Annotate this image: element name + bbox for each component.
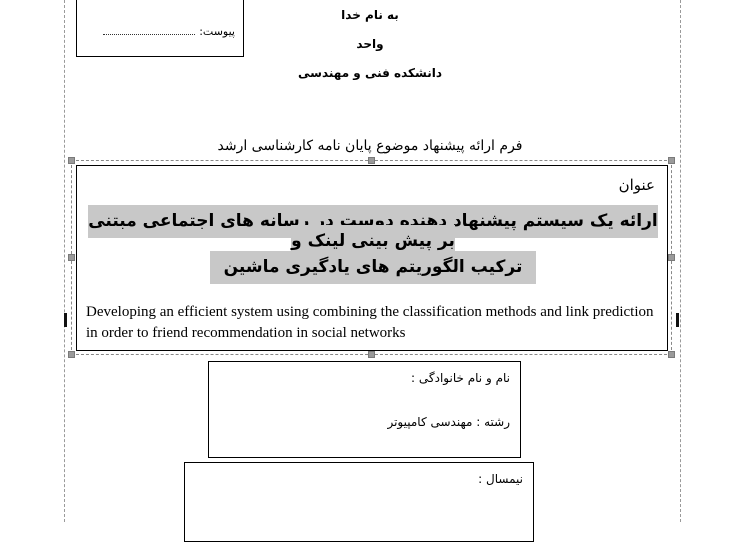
persian-title-line1-text: ارائه یک سیستم پیشنهاد دهنده دوست در رسانه های اجتماعی مبتنی بر پیش بینی لینک و (88, 205, 658, 258)
bismillah: به نام خدا (341, 8, 399, 22)
attachment-dots (103, 34, 195, 35)
resize-handle-bottom-right[interactable] (668, 351, 675, 358)
page-margin-left (64, 0, 65, 522)
title-label: عنوان (618, 176, 655, 194)
ruler-marker-right (676, 313, 679, 327)
resize-handle-bottom-left[interactable] (68, 351, 75, 358)
persian-title-line2 (85, 257, 661, 277)
unit-line: واحد (356, 37, 384, 51)
persian-title-line1 (85, 211, 661, 251)
term-info-box (184, 462, 534, 542)
resize-handle-top-left[interactable] (68, 157, 75, 164)
attachment-label: پیوست: (199, 25, 235, 38)
title-box (76, 165, 668, 351)
english-title: Developing an efficient system using combining the classification methods and link prediction in order to friend recommendation in social networks (86, 304, 654, 341)
resize-handle-top-right[interactable] (668, 157, 675, 164)
resize-handle-top-center[interactable] (368, 157, 375, 164)
reference-box (76, 0, 244, 57)
persian-title-line2-text: ترکیب الگوریتم های یادگیری ماشین (210, 251, 537, 284)
resize-handle-bottom-center[interactable] (368, 351, 375, 358)
resize-handle-middle-left[interactable] (68, 254, 75, 261)
attachment-row (103, 25, 235, 38)
page-margin-right (680, 0, 681, 522)
resize-handle-middle-right[interactable] (668, 254, 675, 261)
form-title: فرم ارائه پیشنهاد موضوع پایان نامه کارشناسی ارشد (217, 138, 523, 154)
ruler-marker-left (64, 313, 67, 327)
field-label: رشته : مهندسی کامپیوتر (387, 415, 510, 429)
student-info-box (208, 361, 521, 458)
name-label: نام و نام خانوادگی : (411, 371, 510, 385)
semester-label: نیمسال : (478, 472, 523, 486)
faculty-line: دانشکده فنی و مهندسی (298, 66, 442, 80)
